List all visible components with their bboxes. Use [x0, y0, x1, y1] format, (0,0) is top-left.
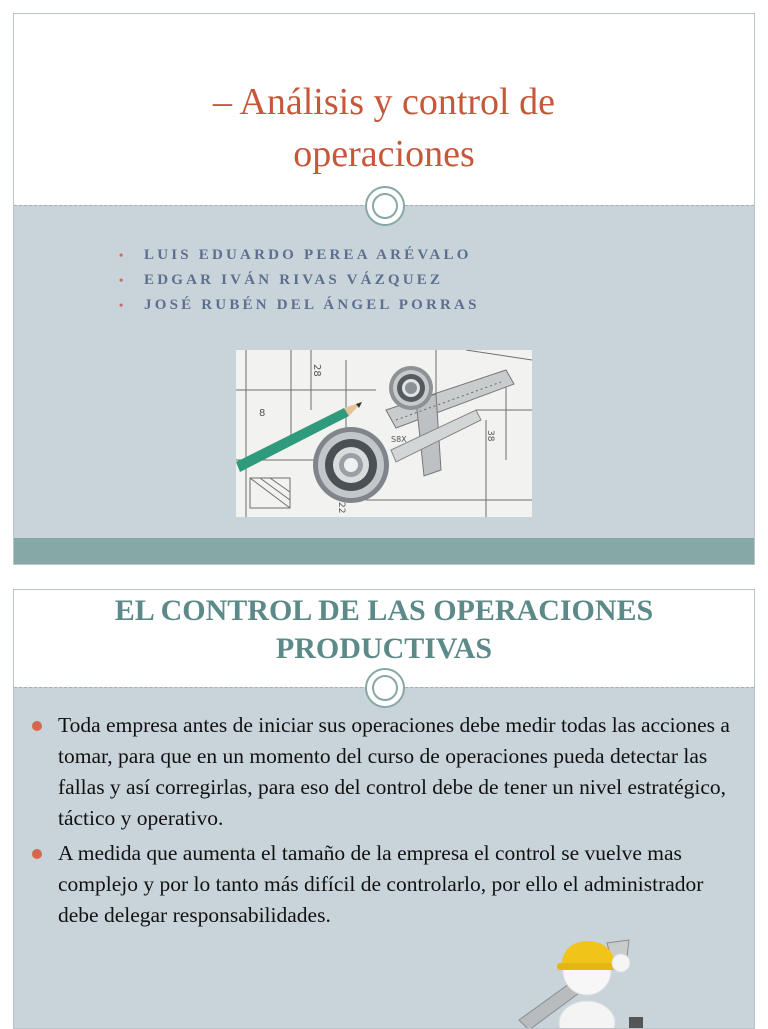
drawing-mark: 38 — [485, 430, 495, 442]
bullet-dot-icon — [32, 721, 42, 731]
technical-drawing-icon — [236, 350, 532, 517]
content-slide — [13, 589, 755, 1029]
bullet-icon: • — [119, 248, 124, 262]
bullet-icon: • — [119, 298, 124, 312]
small-bearing-icon — [389, 366, 433, 410]
worker-with-wrench-icon — [499, 935, 649, 1029]
author-list — [119, 243, 480, 318]
title-line-1: – Análisis y control de — [213, 81, 555, 123]
drawing-mark: 22 — [336, 502, 346, 514]
bullet-dot-icon — [32, 849, 42, 859]
accent-band — [14, 538, 754, 564]
author-item: • LUIS EDUARDO PEREA ARÉVALO — [119, 243, 480, 268]
title-line-1: EL CONTROL DE LAS OPERACIONES — [114, 594, 654, 627]
bullet-list — [32, 710, 748, 935]
drawing-mark: 28 — [311, 364, 322, 377]
author-item: • EDGAR IVÁN RIVAS VÁZQUEZ — [119, 268, 480, 293]
divider-ring-icon — [365, 668, 405, 708]
worker-image — [499, 935, 649, 1029]
title-area — [14, 14, 754, 205]
large-bearing-icon — [313, 427, 389, 503]
bullet-item: Toda empresa antes de iniciar sus operaciones debe medir todas las acciones a tomar, para que en un momento del curso de operaciones pueda detectar las fallas y así corregirlas, para eso del control debe de tener un nivel estratégico, táctico y operativo. — [32, 710, 748, 834]
drawing-mark: 8 — [259, 408, 266, 419]
bullet-item: A medida que aumenta el tamaño de la empresa el control se vuelve mas complejo y por lo tanto más difícil de controlarlo, por ello el administrador debe delegar responsabilidades. — [32, 838, 748, 931]
slide-title — [14, 592, 754, 668]
title-line-2: PRODUCTIVAS — [275, 632, 493, 665]
technical-drawing-image — [236, 350, 532, 517]
title-line-2: operaciones — [293, 133, 475, 175]
slide-title — [14, 76, 754, 180]
drawing-mark: S8X — [391, 435, 407, 444]
title-slide — [13, 13, 755, 565]
divider-ring-icon — [365, 186, 405, 226]
bullet-icon: • — [119, 273, 124, 287]
author-item: • JOSÉ RUBÉN DEL ÁNGEL PORRAS — [119, 293, 480, 318]
